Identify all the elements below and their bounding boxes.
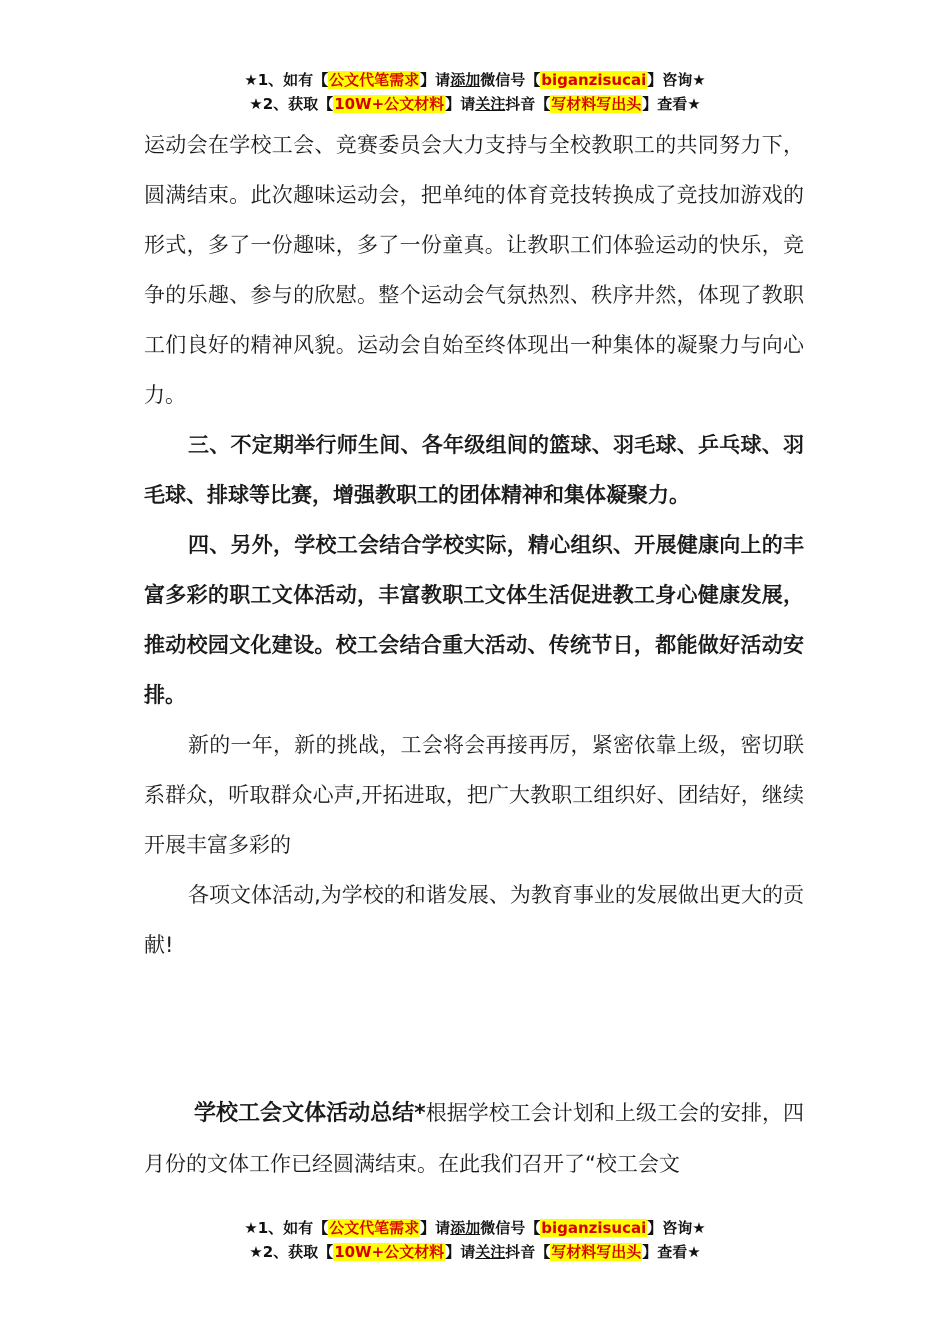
header-line-1-highlight-service: 公文代笔需求 bbox=[329, 71, 420, 89]
footer-line-2-underlined: 关注 bbox=[475, 1243, 506, 1261]
footer-line-1-prefix: ★1、如有【 bbox=[244, 1219, 329, 1237]
footer-line-2-mid1: 】请 bbox=[445, 1243, 476, 1261]
paragraph-sports-meet: 运动会在学校工会、竞赛委员会大力支持与全校教职工的共同努力下，圆满结束。此次趣味运动会，把单纯的体育竞技转换成了竞技加游戏的形式，多了一份趣味，多了一份童真。让教职工们体验运动的快乐，竞争的乐趣、参与的欣慰。整个运动会气氛热烈、秩序井然，体现了教职工们良好的精神风貌。运动会自始至终体现出一种集体的凝聚力与向心力。 bbox=[144, 133, 804, 407]
footer-line-2 bbox=[0, 1240, 950, 1264]
footer-line-1-underlined: 添加 bbox=[450, 1219, 481, 1237]
paragraph-item-four: 四、另外，学校工会结合学校实际，精心组织、开展健康向上的丰富多彩的职工文体活动，丰富教职工文体生活促进教工身心健康发展，推动校园文化建设。校工会结合重大活动、传统节日，都能做好活动安排。 bbox=[144, 533, 804, 707]
header-line-1-highlight-wechat: biganzisucai bbox=[541, 71, 647, 89]
section-title: 学校工会文体活动总结* bbox=[194, 1101, 426, 1126]
footer-line-1 bbox=[0, 1216, 950, 1240]
header-line-2-underlined: 关注 bbox=[475, 95, 506, 113]
header-line-1-suffix: 】咨询★ bbox=[647, 71, 706, 89]
paragraph-new-year: 新的一年，新的挑战，工会将会再接再厉，紧密依靠上级，密切联系群众，听取群众心声,开拓进取，把广大教职工组织好、团结好，继续开展丰富多彩的 bbox=[144, 733, 804, 857]
footer-line-2-highlight-materials: 10W+公文材料 bbox=[334, 1243, 445, 1261]
footer-line-1-mid1: 】请 bbox=[420, 1219, 451, 1237]
header-line-2-mid2: 抖音【 bbox=[505, 95, 551, 113]
header-line-1-mid2: 微信号【 bbox=[480, 71, 541, 89]
footer-line-1-highlight-wechat: biganzisucai bbox=[541, 1219, 647, 1237]
header-line-1-underlined: 添加 bbox=[450, 71, 481, 89]
header-line-1 bbox=[0, 68, 950, 92]
footer-line-2-suffix: 】查看★ bbox=[642, 1243, 701, 1261]
paragraph-contribution: 各项文体活动,为学校的和谐发展、为教育事业的发展做出更大的贡献! bbox=[144, 883, 804, 957]
footer-banner bbox=[0, 1216, 950, 1264]
section-intro-text: 根据学校工会计划和上级工会的安排，四月份的文体工作已经圆满结束。在此我们召开了“校工会文 bbox=[144, 1101, 804, 1176]
footer-line-2-highlight-douyin: 写材料写出头 bbox=[551, 1243, 642, 1261]
header-line-2-suffix: 】查看★ bbox=[642, 95, 701, 113]
document-body bbox=[144, 120, 804, 970]
footer-line-1-highlight-service: 公文代笔需求 bbox=[329, 1219, 420, 1237]
footer-line-2-prefix: ★2、获取【 bbox=[249, 1243, 334, 1261]
footer-line-2-mid2: 抖音【 bbox=[505, 1243, 551, 1261]
header-line-2-prefix: ★2、获取【 bbox=[249, 95, 334, 113]
document-next-section bbox=[144, 1088, 804, 1189]
paragraph-item-three: 三、不定期举行师生间、各年级组间的篮球、羽毛球、乒乓球、羽毛球、排球等比赛，增强教职工的团体精神和集体凝聚力。 bbox=[144, 433, 804, 507]
footer-line-1-mid2: 微信号【 bbox=[480, 1219, 541, 1237]
header-line-1-mid1: 】请 bbox=[420, 71, 451, 89]
header-line-1-prefix: ★1、如有【 bbox=[244, 71, 329, 89]
footer-line-1-suffix: 】咨询★ bbox=[647, 1219, 706, 1237]
header-line-2-highlight-materials: 10W+公文材料 bbox=[334, 95, 445, 113]
header-banner bbox=[0, 68, 950, 116]
paragraph-summary bbox=[144, 1088, 804, 1189]
header-line-2 bbox=[0, 92, 950, 116]
header-line-2-mid1: 】请 bbox=[445, 95, 476, 113]
header-line-2-highlight-douyin: 写材料写出头 bbox=[551, 95, 642, 113]
